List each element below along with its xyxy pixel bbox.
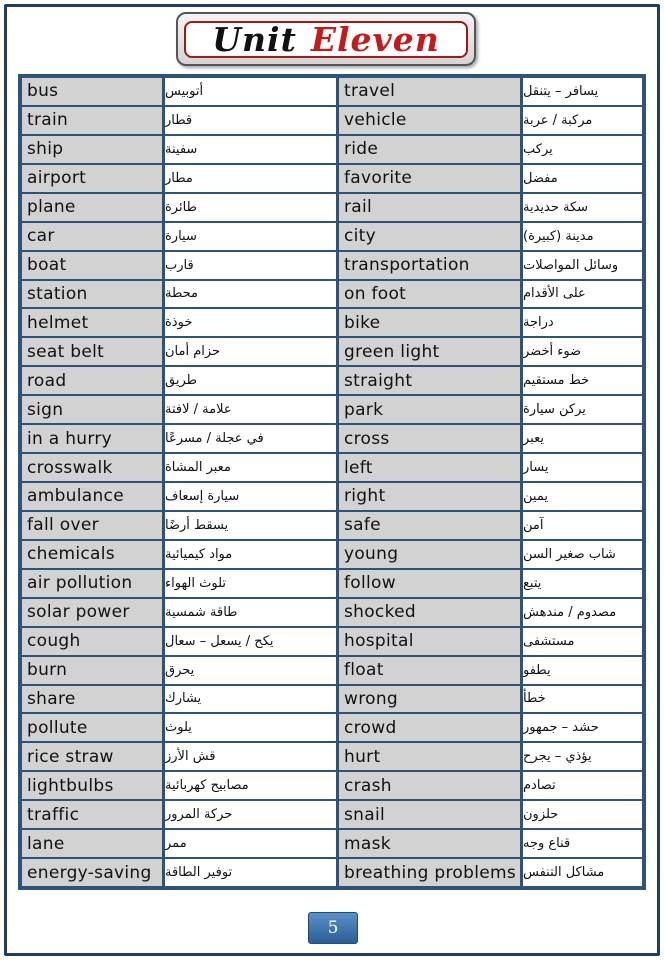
english-word-cell: snail xyxy=(339,801,520,828)
arabic-meaning-cell: تلوث الهواء xyxy=(165,570,336,597)
arabic-meaning-cell: سكة حديدية xyxy=(523,194,642,221)
arabic-meaning-cell: مدينة (كبيرة) xyxy=(523,223,642,250)
arabic-meaning-cell: يكح / يسعل – سعال xyxy=(165,628,336,655)
english-word-cell: wrong xyxy=(339,686,520,713)
english-word-cell: share xyxy=(22,686,162,713)
english-word-cell: vehicle xyxy=(339,107,520,134)
arabic-meaning-cell: على الأقدام xyxy=(523,281,642,308)
english-word-cell: helmet xyxy=(22,309,162,336)
arabic-meaning-cell: يشارك xyxy=(165,686,336,713)
arabic-meaning-cell: مواد كيميائية xyxy=(165,541,336,568)
english-word-cell: city xyxy=(339,223,520,250)
arabic-meaning-cell: حلزون xyxy=(523,801,642,828)
english-word-cell: park xyxy=(339,396,520,423)
english-word-cell: sign xyxy=(22,396,162,423)
arabic-meaning-cell: خطأ xyxy=(523,686,642,713)
arabic-meaning-cell: معبر المشاة xyxy=(165,454,336,481)
arabic-meaning-cell: قناع وجه xyxy=(523,830,642,857)
english-word-cell: bike xyxy=(339,309,520,336)
english-word-cell: bus xyxy=(22,78,162,105)
arabic-meaning-cell: حركة المرور xyxy=(165,801,336,828)
english-word-cell: crash xyxy=(339,772,520,799)
arabic-meaning-cell: مطار xyxy=(165,165,336,192)
english-word-cell: favorite xyxy=(339,165,520,192)
title-word-unit: Unit xyxy=(212,20,297,59)
english-word-cell: transportation xyxy=(339,252,520,279)
arabic-meaning-cell: مفضل xyxy=(523,165,642,192)
arabic-meaning-cell: حشد – جمهور xyxy=(523,714,642,741)
arabic-meaning-cell: يسار xyxy=(523,454,642,481)
english-word-cell: rail xyxy=(339,194,520,221)
page-title xyxy=(184,21,468,58)
english-word-cell: follow xyxy=(339,570,520,597)
english-word-cell: ride xyxy=(339,136,520,163)
english-word-cell: seat belt xyxy=(22,338,162,365)
arabic-meaning-cell: محطة xyxy=(165,281,336,308)
arabic-meaning-cell: قطار xyxy=(165,107,336,134)
english-word-cell: road xyxy=(22,367,162,394)
arabic-meaning-cell: يحرق xyxy=(165,657,336,684)
english-word-cell: in a hurry xyxy=(22,425,162,452)
arabic-meaning-cell: يعبر xyxy=(523,425,642,452)
arabic-meaning-cell: تصادم xyxy=(523,772,642,799)
english-word-cell: station xyxy=(22,281,162,308)
english-word-cell: green light xyxy=(339,338,520,365)
arabic-meaning-cell: يركن سيارة xyxy=(523,396,642,423)
english-word-cell: crosswalk xyxy=(22,454,162,481)
arabic-meaning-cell: خوذة xyxy=(165,309,336,336)
english-word-cell: on foot xyxy=(339,281,520,308)
english-word-cell: ship xyxy=(22,136,162,163)
arabic-meaning-cell: يركب xyxy=(523,136,642,163)
arabic-meaning-cell: مركبة / عربة xyxy=(523,107,642,134)
english-word-cell: left xyxy=(339,454,520,481)
english-word-cell: young xyxy=(339,541,520,568)
arabic-meaning-cell: يلوث xyxy=(165,714,336,741)
english-word-cell: hurt xyxy=(339,743,520,770)
title-banner xyxy=(176,12,476,66)
english-word-cell: energy-saving xyxy=(22,859,162,886)
english-word-cell: lightbulbs xyxy=(22,772,162,799)
english-word-cell: chemicals xyxy=(22,541,162,568)
english-word-cell: crowd xyxy=(339,714,520,741)
english-word-cell: air pollution xyxy=(22,570,162,597)
title-word-number: Eleven xyxy=(310,20,440,59)
english-word-cell: airport xyxy=(22,165,162,192)
english-word-cell: lane xyxy=(22,830,162,857)
arabic-meaning-cell: مصدوم / مندهش xyxy=(523,599,642,626)
arabic-meaning-cell: آمن xyxy=(523,512,642,539)
english-word-cell: right xyxy=(339,483,520,510)
arabic-meaning-cell: يسقط أرضًا xyxy=(165,512,336,539)
arabic-meaning-cell: يسافر – يتنقل xyxy=(523,78,642,105)
english-word-cell: traffic xyxy=(22,801,162,828)
english-word-cell: train xyxy=(22,107,162,134)
english-word-cell: fall over xyxy=(22,512,162,539)
english-word-cell: cough xyxy=(22,628,162,655)
page-number: 5 xyxy=(308,912,358,944)
arabic-meaning-cell: توفير الطاقة xyxy=(165,859,336,886)
english-word-cell: safe xyxy=(339,512,520,539)
english-word-cell: straight xyxy=(339,367,520,394)
arabic-meaning-cell: ممر xyxy=(165,830,336,857)
arabic-meaning-cell: طاقة شمسية xyxy=(165,599,336,626)
english-word-cell: pollute xyxy=(22,714,162,741)
english-word-cell: float xyxy=(339,657,520,684)
arabic-meaning-cell: مصابيح كهربائية xyxy=(165,772,336,799)
english-word-cell: cross xyxy=(339,425,520,452)
arabic-meaning-cell: ضوء أخضر xyxy=(523,338,642,365)
arabic-meaning-cell: مشاكل التنفس xyxy=(523,859,642,886)
english-word-cell: hospital xyxy=(339,628,520,655)
english-word-cell: car xyxy=(22,223,162,250)
arabic-meaning-cell: يمين xyxy=(523,483,642,510)
arabic-meaning-cell: سفينة xyxy=(165,136,336,163)
arabic-meaning-cell: مستشفى xyxy=(523,628,642,655)
arabic-meaning-cell: سيارة xyxy=(165,223,336,250)
english-word-cell: boat xyxy=(22,252,162,279)
vocabulary-table xyxy=(18,74,646,890)
arabic-meaning-cell: في عجلة / مسرعًا xyxy=(165,425,336,452)
arabic-meaning-cell: حزام أمان xyxy=(165,338,336,365)
english-word-cell: ambulance xyxy=(22,483,162,510)
arabic-meaning-cell: وسائل المواصلات xyxy=(523,252,642,279)
arabic-meaning-cell: يتبع xyxy=(523,570,642,597)
english-word-cell: breathing problems xyxy=(339,859,520,886)
arabic-meaning-cell: طائرة xyxy=(165,194,336,221)
arabic-meaning-cell: خط مستقيم xyxy=(523,367,642,394)
arabic-meaning-cell: أتوبيس xyxy=(165,78,336,105)
arabic-meaning-cell: قارب xyxy=(165,252,336,279)
english-word-cell: solar power xyxy=(22,599,162,626)
arabic-meaning-cell: دراجة xyxy=(523,309,642,336)
arabic-meaning-cell: سيارة إسعاف xyxy=(165,483,336,510)
arabic-meaning-cell: يطفو xyxy=(523,657,642,684)
english-word-cell: shocked xyxy=(339,599,520,626)
english-word-cell: travel xyxy=(339,78,520,105)
english-word-cell: mask xyxy=(339,830,520,857)
arabic-meaning-cell: علامة / لافتة xyxy=(165,396,336,423)
english-word-cell: burn xyxy=(22,657,162,684)
arabic-meaning-cell: قش الأرز xyxy=(165,743,336,770)
arabic-meaning-cell: يؤذي – يجرح xyxy=(523,743,642,770)
english-word-cell: rice straw xyxy=(22,743,162,770)
english-word-cell: plane xyxy=(22,194,162,221)
arabic-meaning-cell: شاب صغير السن xyxy=(523,541,642,568)
arabic-meaning-cell: طريق xyxy=(165,367,336,394)
